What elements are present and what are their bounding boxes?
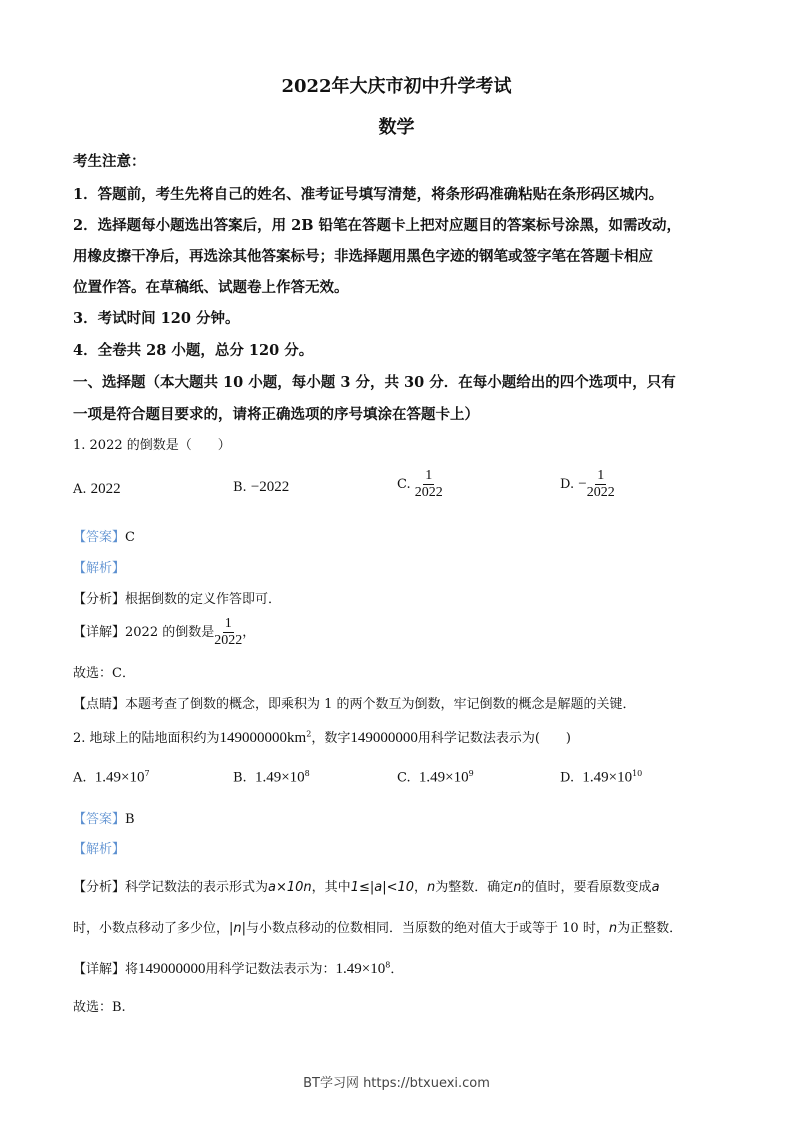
q2-answer: 【答案】B <box>73 812 135 827</box>
q2-fenxi-line2: 时，小数点移动了多少位，|n|与小数点移动的位数相同．当原数的绝对值大于或等于 10 时，n为正整数． <box>73 921 683 936</box>
q2-choose: 故选：B. <box>73 1000 126 1015</box>
q1-choose: 故选：C． <box>73 666 135 681</box>
q2-option-d: D. $1.49\times 10^{10}$ <box>560 769 643 786</box>
q1-xiangjie: 【详解】2022 的倒数是 $\frac{1}{2022}$ ， <box>73 616 256 648</box>
notice-line: 4．全卷共 28 小题，总分 120 分。 <box>73 342 314 359</box>
q2-option-c: C. $1.49\times 10^9$ <box>397 769 474 786</box>
q2-fenxi-line1: 【分析】科学记数法的表示形式为a×10n，其中1≤|a|<10，n为整数．确定n的值时，要看原数变成a <box>73 880 660 895</box>
notice-heading: 考生注意： <box>73 153 146 170</box>
doc-subject: 数学 <box>378 117 415 138</box>
q2-stem: 2. 地球上的陆地面积约为$149000000km^2$，数字149000000用科学记数法表示为( ) <box>73 729 571 746</box>
q1-option-d: D. − $\frac{1}{2022}$ <box>560 468 615 500</box>
q2-xiangjie: 【详解】将149000000用科学记数法表示为：$1.49\times 10^8$． <box>73 960 404 977</box>
q2-option-b: B. $1.49\times 10^8$ <box>233 769 310 786</box>
q1-answer: 【答案】C <box>73 530 135 545</box>
q1-option-c: C. $\frac{1}{2022}$ <box>397 468 443 500</box>
q1-analysis-tag: 【解析】 <box>73 561 126 576</box>
q1-stem: 1. 2022 的倒数是（ ） <box>73 438 231 453</box>
q1-option-a: A. 2022 <box>73 481 121 497</box>
q1-option-b: B. −2022 <box>233 479 290 495</box>
notice-line: 2．选择题每小题选出答案后，用 2B 铅笔在答题卡上把对应题目的答案标号涂黑，如需改动， <box>73 217 682 234</box>
notice-line: 用橡皮擦干净后，再选涂其他答案标号；非选择题用黑色字迹的钢笔或签字笔在答题卡相应 <box>73 248 653 265</box>
notice-line: 位置作答。在草稿纸、试题卷上作答无效。 <box>73 279 349 296</box>
notice-line: 3．考试时间 120 分钟。 <box>73 310 240 327</box>
q2-option-a: A. $1.49\times 10^7$ <box>73 769 150 786</box>
notice-line: 1．答题前，考生先将自己的姓名、准考证号填写清楚，将条形码准确粘贴在条形码区城内。 <box>73 186 664 203</box>
q2-analysis-tag: 【解析】 <box>73 842 126 857</box>
q1-fenxi: 【分析】根据倒数的定义作答即可． <box>73 592 282 607</box>
q1-dianjing: 【点睛】本题考查了倒数的概念，即乘积为 1 的两个数互为倒数，牢记倒数的概念是解题的关键． <box>73 697 636 712</box>
footer-watermark: BT学习网 https://btxuexi.com <box>303 1076 490 1091</box>
doc-title: 2022年大庆市初中升学考试 <box>281 76 512 97</box>
section-heading: 一项是符合题目要求的，请将正确选项的序号填涂在答题卡上） <box>73 406 479 423</box>
section-heading: 一、选择题（本大题共 10 小题，每小题 3 分，共 30 分．在每小题给出的四个选项中，只有 <box>73 374 676 391</box>
